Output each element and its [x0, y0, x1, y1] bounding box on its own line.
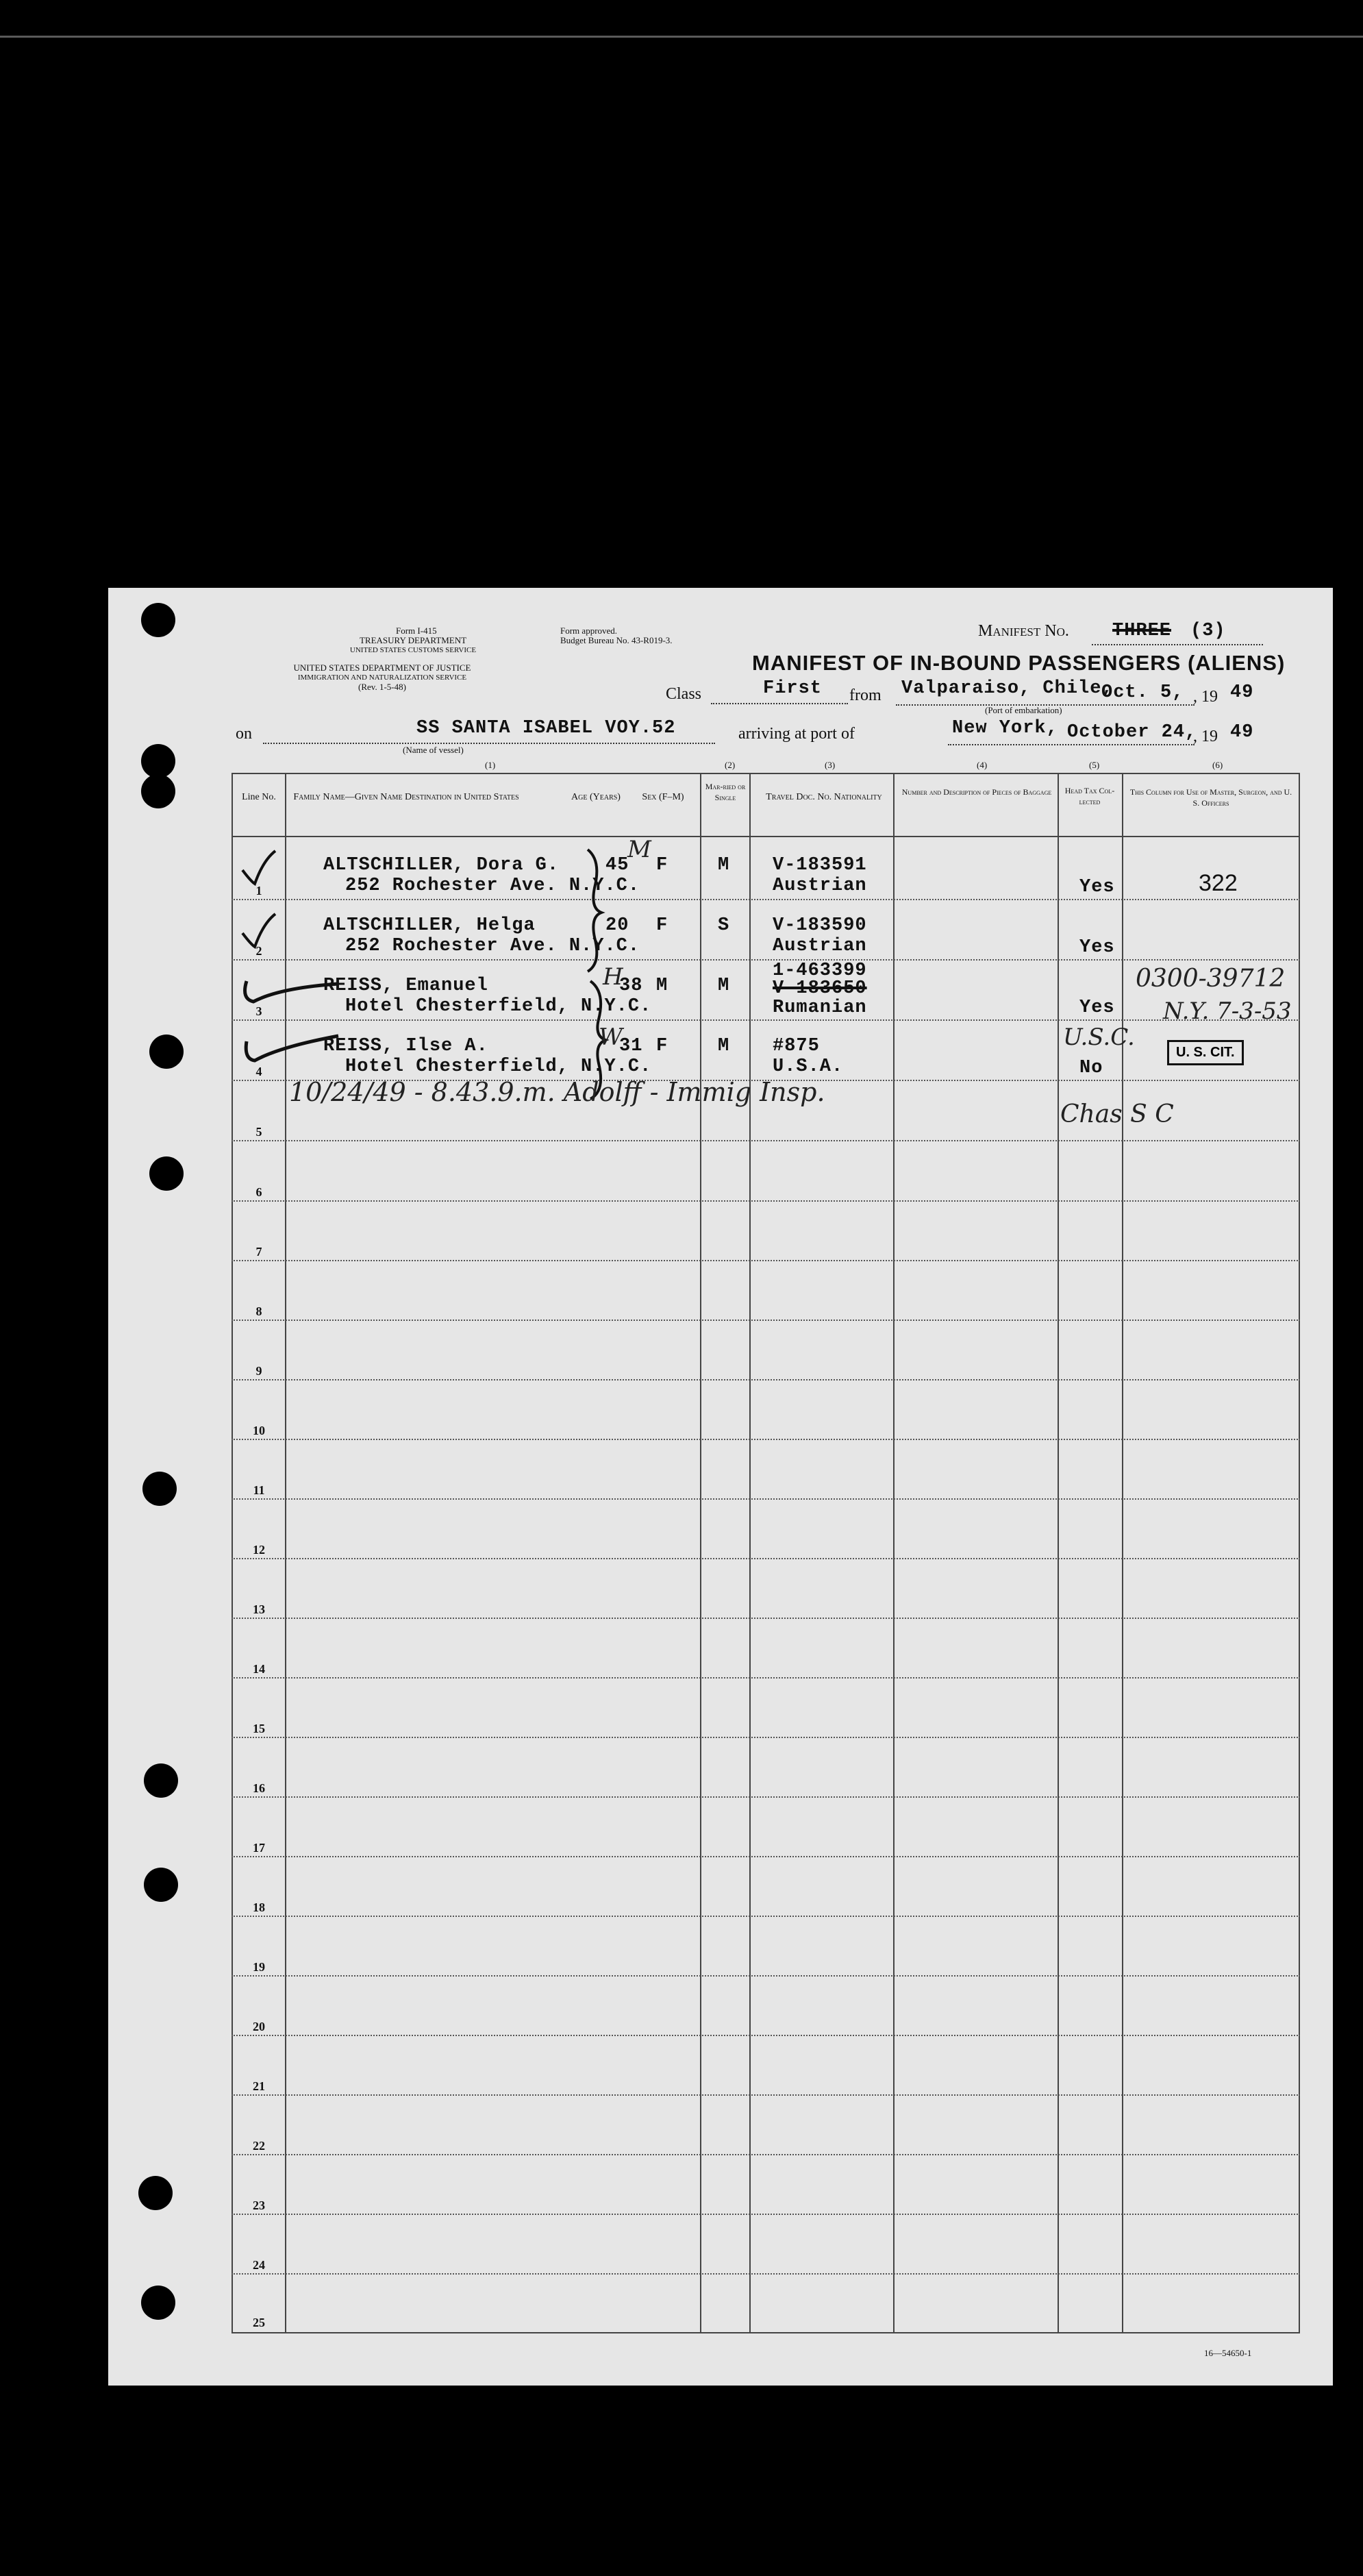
col-num-4: (4): [977, 760, 988, 770]
row-number: 20: [253, 2020, 265, 2033]
arrival-year: 49: [1230, 722, 1254, 743]
punch-hole: [144, 1763, 178, 1798]
passenger-age: 45: [605, 855, 629, 876]
checkmark-icon: [238, 847, 279, 888]
table-right-border: [1299, 773, 1300, 2333]
manifest-page: [108, 588, 1333, 2386]
passenger-name: ALTSCHILLER, Helga: [323, 915, 536, 936]
arrival-port: New York,: [952, 718, 1058, 739]
row-number: 2: [255, 944, 262, 958]
punch-hole: [141, 744, 175, 778]
manifest-number-label: Manifest No.: [978, 622, 1069, 640]
passenger-nationality: Rumanian: [773, 998, 867, 1018]
passenger-sex: F: [656, 1036, 668, 1056]
passenger-marital: M: [718, 1036, 730, 1056]
passenger-head-tax: Yes: [1079, 877, 1115, 897]
passenger-sex: M: [656, 976, 668, 996]
embark-year-prefix: , 19: [1193, 688, 1218, 706]
passenger-marital: M: [718, 976, 730, 996]
header-travel-doc: Travel Doc. No. Nationality: [766, 792, 882, 802]
row-number: 19: [253, 1960, 265, 1974]
row-number: 5: [255, 1125, 262, 1139]
passenger-name: ALTSCHILLER, Dora G.: [323, 855, 560, 876]
passenger-doc-note: 1-463399: [773, 961, 867, 981]
header-baggage: Number and Description of Pieces of Baggage: [901, 787, 1052, 797]
row-number: 15: [253, 1722, 265, 1735]
arrival-date: October 24,: [1067, 722, 1197, 743]
table-top-border: [232, 773, 1300, 774]
passenger-head-tax: No: [1079, 1058, 1103, 1078]
col-num-6: (6): [1212, 760, 1223, 770]
on-label: on: [236, 725, 252, 743]
row-number: 16: [253, 1781, 265, 1795]
passenger-address: Hotel Chesterfield, N.Y.C.: [345, 1056, 652, 1077]
header-sex: Sex (F–M): [642, 792, 684, 802]
row-number: 3: [255, 1004, 262, 1018]
header-line-no: Line No.: [242, 792, 276, 802]
row-number: 21: [253, 2079, 265, 2093]
row-number: 11: [253, 1483, 265, 1497]
punch-hole: [141, 603, 175, 637]
passenger-nationality: Austrian: [773, 876, 867, 896]
passenger-address: 252 Rochester Ave. N.Y.C.: [345, 936, 640, 956]
inspection-note: 10/24/49 - 8.43.9.m. Adolff - Immig Insp.: [289, 1077, 825, 1107]
class-label: Class: [666, 685, 702, 703]
passenger-address: 252 Rochester Ave. N.Y.C.: [345, 876, 640, 896]
passenger-doc: #875: [773, 1036, 820, 1056]
col-num-1: (1): [485, 760, 496, 770]
vessel-name: SS SANTA ISABEL VOY.52: [416, 718, 676, 739]
manifest-number-struck: THREE: [1112, 621, 1172, 641]
table-bottom-border: [232, 2332, 1300, 2333]
vessel-caption: (Name of vessel): [403, 745, 464, 755]
row-number: 9: [255, 1364, 262, 1378]
manifest-title: MANIFEST OF IN-BOUND PASSENGERS (ALIENS): [752, 651, 1286, 675]
immigration-service: IMMIGRATION AND NATURALIZATION SERVICE: [297, 673, 467, 682]
passenger-head-tax: Yes: [1079, 998, 1115, 1018]
passenger-age: 38: [619, 976, 643, 996]
passenger-age: 31: [619, 1036, 643, 1056]
header-age: Age (Years): [571, 792, 621, 802]
passenger-marital: S: [718, 915, 730, 936]
form-approved: Form approved.: [560, 626, 618, 636]
passenger-name: REISS, Ilse A.: [323, 1036, 488, 1056]
punch-hole: [142, 1472, 177, 1506]
passenger-age-note: M: [627, 836, 651, 863]
form-id: Form I-415: [396, 626, 437, 636]
arriving-label: arriving at port of: [738, 725, 855, 743]
table-header-border: [232, 836, 1300, 837]
row-number: 12: [253, 1543, 265, 1557]
budget-bureau: Budget Bureau No. 43-R019-3.: [560, 635, 673, 645]
arrival-year-prefix: , 19: [1193, 728, 1218, 745]
passenger-doc: V-183591: [773, 855, 867, 876]
embark-date: Oct. 5,: [1101, 682, 1184, 703]
punch-hole: [149, 1035, 184, 1069]
passenger-name: REISS, Emanuel: [323, 976, 488, 996]
passenger-marital: M: [718, 855, 730, 876]
row-number: 8: [255, 1304, 262, 1318]
officer-note: 0300-39712: [1136, 965, 1286, 993]
header-head-tax: Head Tax Col-lected: [1064, 786, 1115, 806]
row-number: 6: [255, 1185, 262, 1199]
embark-caption: (Port of embarkation): [985, 705, 1062, 715]
inspection-note-2: Chas S C: [1060, 1100, 1174, 1128]
passenger-nationality: Austrian: [773, 936, 867, 956]
header-officers: This Column for Use of Master, Surgeon, and U. S. Officers: [1129, 787, 1292, 808]
top-border-line: [0, 36, 1363, 38]
embark-year: 49: [1230, 682, 1254, 703]
class-value: First: [763, 678, 823, 699]
row-number: 1: [255, 884, 262, 897]
punch-hole: [149, 1156, 184, 1191]
col-num-2: (2): [725, 760, 736, 770]
punch-hole: [144, 1868, 178, 1902]
col-num-5: (5): [1089, 760, 1100, 770]
passenger-nationality: U.S.A.: [773, 1056, 844, 1077]
passenger-age-note: H: [603, 963, 623, 991]
us-citizen-stamp: U. S. CIT.: [1167, 1040, 1244, 1065]
passenger-address: Hotel Chesterfield, N.Y.C.: [345, 996, 652, 1017]
officer-note: 322: [1199, 870, 1238, 896]
head-tax-note: U.S.C.: [1063, 1024, 1135, 1051]
customs-service: UNITED STATES CUSTOMS SERVICE: [349, 646, 477, 654]
row-number: 10: [253, 1424, 265, 1437]
checkmark-icon: [238, 910, 279, 951]
from-label: from: [849, 686, 881, 704]
officer-note-2: N.Y. 7-3-53: [1163, 998, 1292, 1025]
row-number: 23: [253, 2199, 265, 2212]
row-number: 25: [253, 2316, 265, 2329]
passenger-doc: V-183590: [773, 915, 867, 936]
passenger-age: 20: [605, 915, 629, 936]
treasury-department: TREASURY DEPARTMENT: [359, 635, 467, 645]
embark-port: Valparaiso, Chile,: [901, 678, 1114, 699]
col-num-3: (3): [825, 760, 836, 770]
manifest-number: (3): [1190, 621, 1226, 641]
row-number: 4: [255, 1065, 262, 1078]
punch-hole: [141, 774, 175, 808]
passenger-doc: V-183650: [773, 978, 867, 999]
passenger-sex: F: [656, 915, 668, 936]
punch-hole: [141, 2286, 175, 2320]
revision-date: (Rev. 1-5-48): [358, 682, 406, 692]
punch-hole: [138, 2176, 173, 2210]
row-number: 7: [255, 1245, 262, 1259]
header-married: Mar-ried or Single: [705, 782, 746, 802]
row-number: 22: [253, 2139, 265, 2153]
row-number: 18: [253, 1900, 265, 1914]
passenger-head-tax: Yes: [1079, 937, 1115, 958]
row-number: 17: [253, 1841, 265, 1855]
department-of-justice: UNITED STATES DEPARTMENT OF JUSTICE: [293, 662, 471, 673]
row-number: 14: [253, 1662, 265, 1676]
row-number: 13: [253, 1602, 265, 1616]
footer-code: 16—54650-1: [1204, 2348, 1252, 2358]
row-number: 24: [253, 2258, 265, 2272]
passenger-age-note: W: [599, 1024, 623, 1051]
header-name: Family Name—Given Name Destination in United States: [293, 792, 519, 802]
table-left-border: [232, 773, 233, 2333]
passenger-sex: F: [656, 855, 668, 876]
